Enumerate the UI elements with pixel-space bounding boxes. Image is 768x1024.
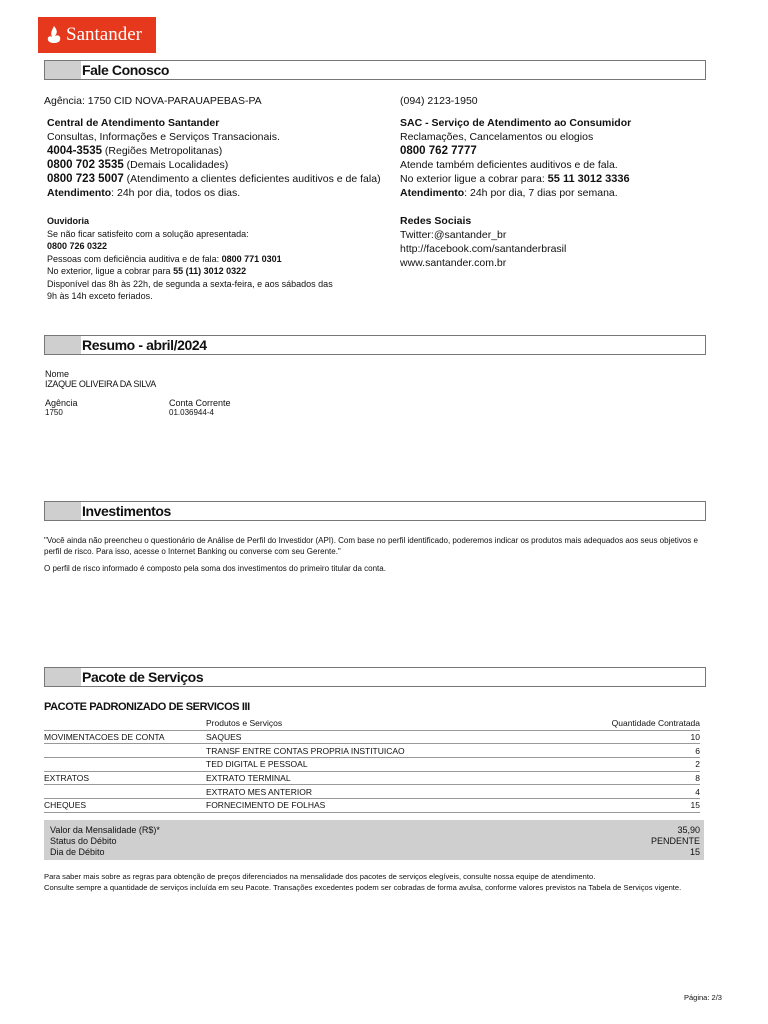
dia-row: Dia de Débito 15	[50, 847, 700, 857]
sac-atendimento: Atendimento: 24h por dia, 7 dias por semana.	[400, 187, 618, 199]
section-header-pacote	[44, 667, 706, 687]
redes-facebook: http://facebook.com/santanderbrasil	[400, 243, 567, 255]
flame-icon	[46, 25, 62, 45]
central-subtitle: Consultas, Informações e Serviços Transacionais.	[47, 131, 280, 143]
table-header	[44, 717, 700, 730]
ouvidoria-block	[47, 215, 397, 303]
conta-label: Conta Corrente	[169, 398, 231, 408]
conta-value: 01.036944-4	[169, 408, 214, 417]
redes-title: Redes Sociais	[400, 215, 472, 227]
contact-left	[44, 94, 394, 200]
sac-line-3: No exterior ligue a cobrar para: 55 11 3012 3336	[400, 173, 630, 185]
col-quantidade: Quantidade Contratada	[548, 717, 700, 730]
agencia-line: Agência: 1750 CID NOVA-PARAUAPEBAS-PA	[44, 95, 262, 107]
resumo-conta	[169, 398, 231, 418]
ouvidoria-title: Ouvidoria	[47, 216, 90, 226]
invest-text-2: O perfil de risco informado é composto pela soma dos investimentos do primeiro titular da conta.	[44, 564, 386, 573]
section-title: Resumo - abril/2024	[82, 337, 207, 353]
table-row: EXTRATO MES ANTERIOR 4	[44, 785, 700, 799]
ouvidoria-line-1: Se não ficar satisfeito com a solução apresentada:	[47, 228, 249, 239]
sac-line-1: Reclamações, Cancelamentos ou elogios	[400, 131, 594, 143]
mensalidade-row: Valor da Mensalidade (R$)* 35,90	[50, 825, 700, 835]
pacote-title: PACOTE PADRONIZADO DE SERVICOS III	[44, 701, 250, 713]
redes-twitter: Twitter:@santander_br	[400, 229, 507, 241]
section-title: Fale Conosco	[82, 62, 169, 78]
agencia-value: 1750	[45, 408, 63, 417]
table-row: CHEQUES FORNECIMENTO DE FOLHAS 15	[44, 800, 700, 811]
sac-number: 0800 762 7777	[400, 145, 477, 157]
section-header-investimentos	[44, 501, 706, 521]
central-title: Central de Atendimento Santander	[47, 117, 220, 129]
sac-line-2: Atende também deficientes auditivos e de fala.	[400, 159, 618, 171]
central-atendimento: Atendimento: 24h por dia, todos os dias.	[47, 187, 241, 199]
ouvidoria-number: 0800 726 0322	[47, 241, 108, 251]
central-line-1: 4004-3535 (Regiões Metropolitanas)	[47, 145, 223, 157]
agencia-phone: (094) 2123-1950	[400, 95, 478, 107]
ouvidoria-line-3: No exterior, ligue a cobrar para 55 (11) 3012 0322	[47, 266, 247, 276]
sac-title: SAC - Serviço de Atendimento ao Consumidor	[400, 117, 632, 129]
col-produtos: Produtos e Serviços	[206, 717, 548, 730]
table-row: EXTRATOS EXTRATO TERMINAL 8	[44, 773, 700, 784]
table-row: MOVIMENTACOES DE CONTA SAQUES 10	[44, 732, 700, 743]
table-row: TED DIGITAL E PESSOAL 2	[44, 758, 700, 772]
ouvidoria-line-2: Pessoas com deficiência auditiva e de fala: 0800 771 0301	[47, 253, 282, 264]
services-table	[44, 717, 700, 813]
note-1: Para saber mais sobre as regras para obtenção de preços diferenciados na mensalidade dos pacotes de serviços elegíveis, consulte nossa equipe de atendimento.	[44, 872, 596, 881]
resumo-agencia	[45, 398, 78, 418]
brand-name: Santander	[66, 24, 142, 45]
pacote-notes	[44, 872, 704, 893]
section-title: Investimentos	[82, 503, 171, 519]
contact-right	[400, 94, 700, 270]
status-row: Status do Débito PENDENTE	[50, 836, 700, 846]
table-row: TRANSF ENTRE CONTAS PROPRIA INSTITUICAO 6	[44, 744, 700, 758]
page-number: Página: 2/3	[684, 993, 722, 1002]
section-header-fale-conosco	[44, 60, 706, 80]
mensalidade-box	[44, 820, 704, 860]
invest-text-1: "Você ainda não preencheu o questionário de Análise de Perfil do Investidor (API). Com base no perfil identificado, poderemos indicar os produtos mais adequados aos seus objetivos e perfil de risco. Para isso, acesse o Internet Banking ou converse com seu Gerente."	[44, 536, 698, 556]
santander-logo	[38, 17, 156, 53]
nome-label: Nome	[45, 369, 70, 379]
section-title: Pacote de Serviços	[82, 669, 204, 685]
central-line-3: 0800 723 5007 (Atendimento a clientes deficientes auditivos e de fala)	[47, 173, 381, 185]
resumo-nome	[45, 369, 156, 389]
nome-value: IZAQUE OLIVEIRA DA SILVA	[45, 379, 157, 389]
note-2: Consulte sempre a quantidade de serviços incluída em seu Pacote. Transações excedentes podem ser cobradas de forma avulsa, conforme valores previstos na Tabela de Serviços vigente.	[44, 882, 682, 892]
agencia-label: Agência	[45, 398, 78, 408]
ouvidoria-line-5: 9h às 14h exceto feriados.	[47, 291, 153, 301]
section-header-resumo	[44, 335, 706, 355]
redes-website: www.santander.com.br	[400, 257, 507, 269]
central-line-2: 0800 702 3535 (Demais Localidades)	[47, 159, 229, 171]
ouvidoria-line-4: Disponível das 8h às 22h, de segunda a sexta-feira, e aos sábados das	[47, 278, 333, 289]
